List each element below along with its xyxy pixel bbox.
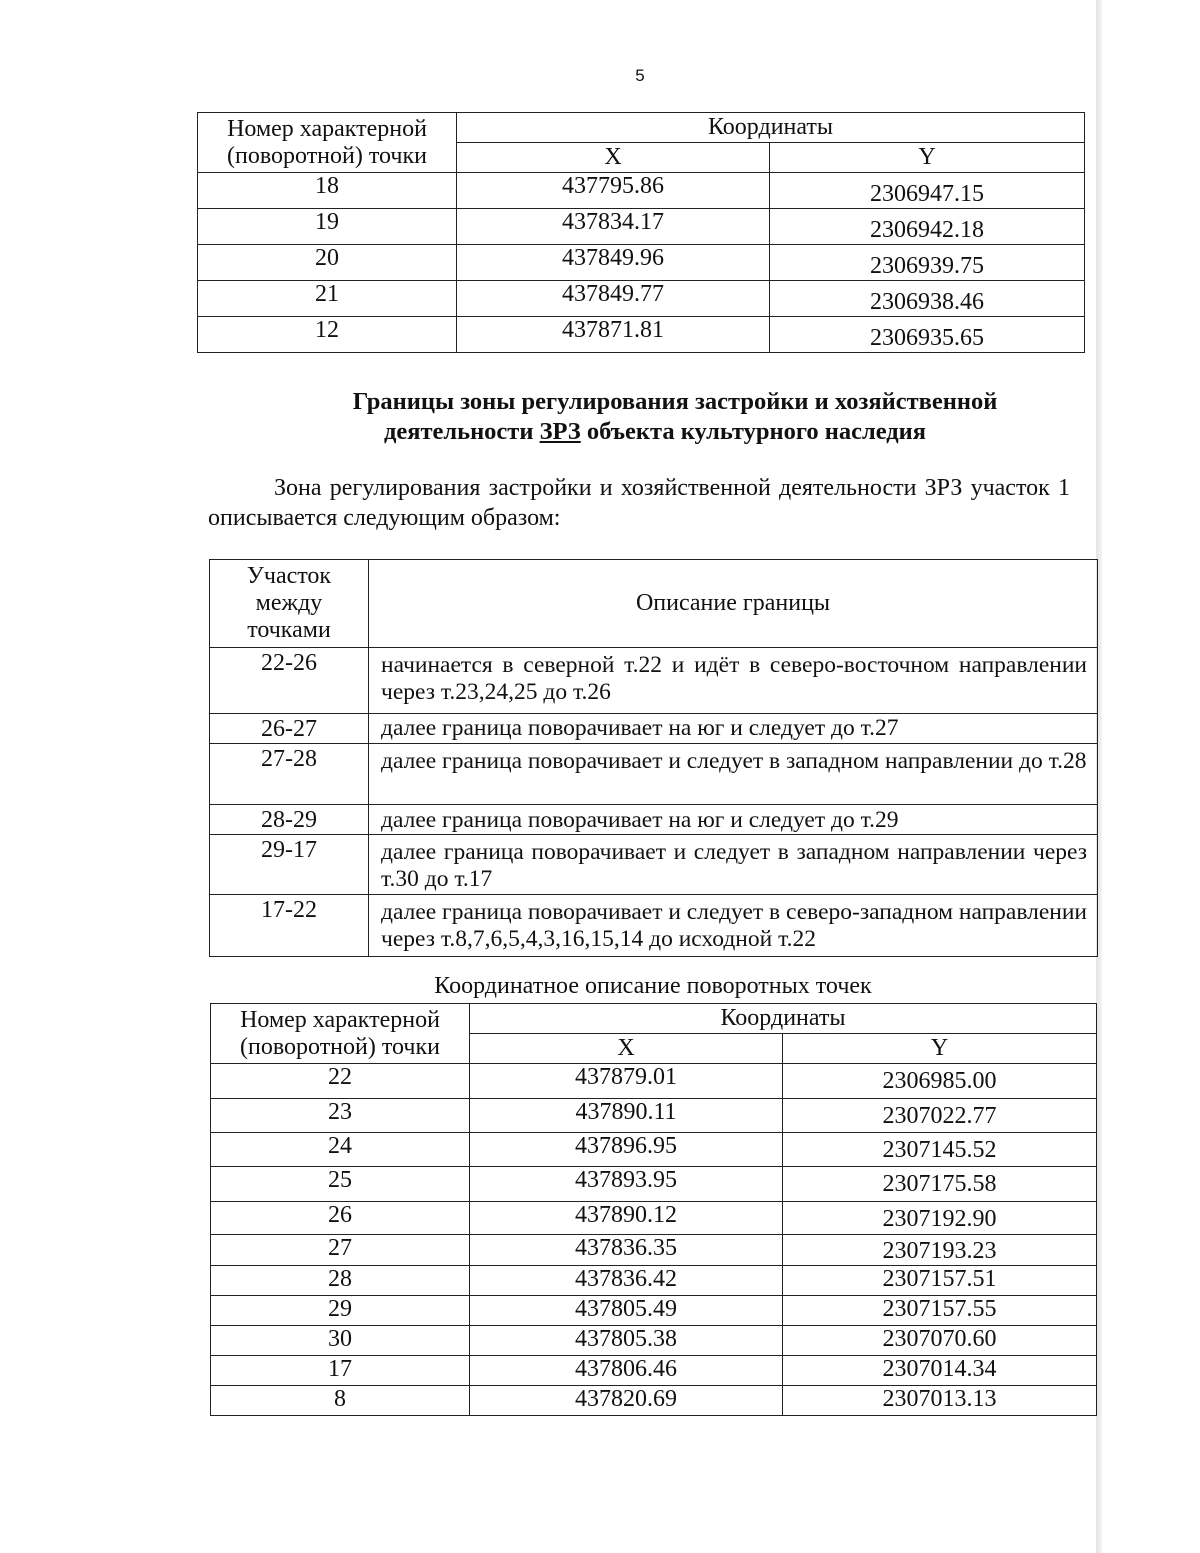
section-cell: 28-29 [210,805,369,835]
point-cell: 20 [198,245,457,281]
table-row [210,648,1098,714]
page-number: 5 [635,66,645,85]
description-cell: далее граница поворачивает и следует в западном направлении до т.28 [369,744,1098,805]
header-description: Описание границы [369,560,1098,648]
header-point-number: Номер характерной (поворотной) точки [198,113,457,173]
table-row [211,1326,1097,1356]
y-cell: 2307192.90 [783,1202,1097,1235]
point-cell: 24 [211,1133,470,1167]
y-cell: 2307157.51 [783,1266,1097,1296]
y-cell: 2306935.65 [770,317,1085,353]
table-row [211,1235,1097,1266]
point-cell: 25 [211,1167,470,1202]
table-row [210,744,1098,805]
table-row [210,835,1098,895]
header-x: X [470,1034,783,1064]
description-cell: начинается в северной т.22 и идёт в северо-восточном направлении через т.23,24,25 до т.26 [369,648,1098,714]
point-cell: 26 [211,1202,470,1235]
table-row [211,1356,1097,1386]
table-row [211,1296,1097,1326]
heading-text: объекта культурного наследия [586,418,927,445]
header-y: Y [783,1034,1097,1064]
header-x: X [457,143,770,173]
y-cell: 2307013.13 [783,1386,1097,1416]
header-section: Участок между точками [210,560,369,648]
x-cell: 437836.42 [470,1266,783,1296]
table-row [198,209,1085,245]
table-caption: Координатное описание поворотных точек [434,973,872,999]
table-row [198,245,1085,281]
x-cell: 437896.95 [470,1133,783,1167]
table-row [211,1202,1097,1235]
x-cell: 437795.86 [457,173,770,209]
x-cell: 437849.77 [457,281,770,317]
section-cell: 22-26 [210,648,369,714]
table-row [198,281,1085,317]
y-cell: 2307193.23 [783,1235,1097,1266]
section-heading-line-2 [180,416,1130,447]
x-cell: 437893.95 [470,1167,783,1202]
header-point-number: Номер характерной (поворотной) точки [211,1004,470,1064]
y-cell: 2306985.00 [783,1064,1097,1099]
point-cell: 21 [198,281,457,317]
y-cell: 2306939.75 [770,245,1085,281]
coordinates-table-1 [197,112,1085,353]
x-cell: 437805.38 [470,1326,783,1356]
description-cell: далее граница поворачивает и следует в западном направлении через т.30 до т.17 [369,835,1098,895]
x-cell: 437890.12 [470,1202,783,1235]
y-cell: 2307022.77 [783,1099,1097,1133]
heading-abbreviation: ЗРЗ [539,418,581,445]
x-cell: 437879.01 [470,1064,783,1099]
table-row [211,1386,1097,1416]
table-row [211,1133,1097,1167]
point-cell: 28 [211,1266,470,1296]
table-row [211,1266,1097,1296]
description-cell: далее граница поворачивает на юг и следует до т.27 [369,714,1098,744]
x-cell: 437805.49 [470,1296,783,1326]
y-cell: 2307070.60 [783,1326,1097,1356]
point-cell: 30 [211,1326,470,1356]
x-cell: 437836.35 [470,1235,783,1266]
section-cell: 26-27 [210,714,369,744]
boundary-description-table [209,559,1098,957]
x-cell: 437871.81 [457,317,770,353]
table-row [211,1167,1097,1202]
table-row [198,173,1085,209]
section-cell: 27-28 [210,744,369,805]
table-row [198,317,1085,353]
x-cell: 437820.69 [470,1386,783,1416]
header-coordinates: Координаты [470,1004,1097,1034]
y-cell: 2306938.46 [770,281,1085,317]
x-cell: 437849.96 [457,245,770,281]
description-cell: далее граница поворачивает и следует в северо-западном направлении через т.8,7,6,5,4,3,16,15,14 до исходной т.22 [369,895,1098,957]
y-cell: 2307014.34 [783,1356,1097,1386]
y-cell: 2307175.58 [783,1167,1097,1202]
table-row [210,714,1098,744]
point-cell: 29 [211,1296,470,1326]
y-cell: 2307157.55 [783,1296,1097,1326]
x-cell: 437834.17 [457,209,770,245]
header-y: Y [770,143,1085,173]
y-cell: 2307145.52 [783,1133,1097,1167]
section-cell: 17-22 [210,895,369,957]
x-cell: 437806.46 [470,1356,783,1386]
point-cell: 19 [198,209,457,245]
heading-text: деятельности [383,418,534,445]
point-cell: 27 [211,1235,470,1266]
section-heading-line-1: Границы зоны регулирования застройки и хозяйственной [352,388,998,415]
table-row [210,805,1098,835]
table-row [211,1064,1097,1099]
point-cell: 17 [211,1356,470,1386]
description-cell: далее граница поворачивает на юг и следует до т.29 [369,805,1098,835]
point-cell: 22 [211,1064,470,1099]
coordinates-table-2 [210,1003,1097,1416]
y-cell: 2306942.18 [770,209,1085,245]
y-cell: 2306947.15 [770,173,1085,209]
section-cell: 29-17 [210,835,369,895]
table-row [211,1099,1097,1133]
point-cell: 23 [211,1099,470,1133]
header-coordinates: Координаты [457,113,1085,143]
intro-paragraph: Зона регулирования застройки и хозяйственной деятельности ЗРЗ участок 1 описывается следующим образом: [208,475,1070,531]
point-cell: 18 [198,173,457,209]
table-row [210,895,1098,957]
point-cell: 8 [211,1386,470,1416]
x-cell: 437890.11 [470,1099,783,1133]
point-cell: 12 [198,317,457,353]
